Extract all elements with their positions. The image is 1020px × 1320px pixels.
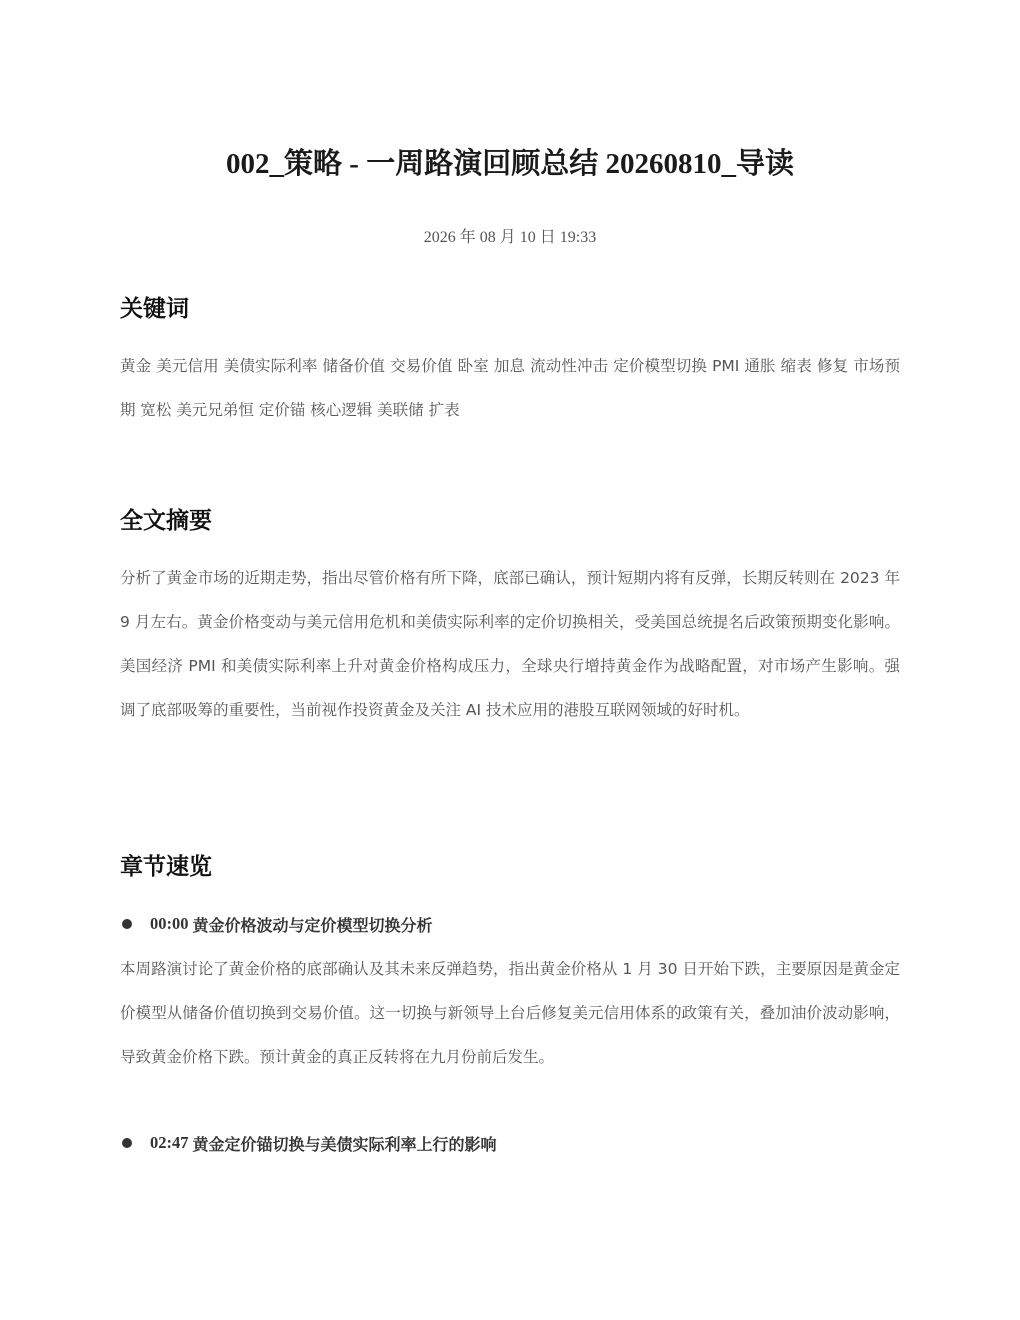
chapter-item-title <box>120 1128 900 1158</box>
chapter-summary-text: 本周路演讨论了黄金价格的底部确认及其未来反弹趋势，指出黄金价格从 1 月 30 日开始下跌，主要原因是黄金定价模型从储备价值切换到交易价值。这一切换与新领导上台后修复美元信用体系的政策有关，叠加油价波动影响，导致黄金价格下跌。预计黄金的真正反转将在九月份前后发生。 <box>120 960 900 1066</box>
keywords-heading: 关键词 <box>120 296 189 322</box>
summary-heading: 全文摘要 <box>120 508 212 534</box>
chapter-timestamp: 02:47 <box>150 1133 189 1152</box>
chapter-timestamp: 00:00 <box>150 914 189 933</box>
keywords-text: 黄金 美元信用 美债实际利率 储备价值 交易价值 卧室 加息 流动性冲击 定价模型切换 PMI 通胀 缩表 修复 市场预期 宽松 美元兄弟恒 定价锚 核心逻辑 美联储 扩表 <box>120 357 900 419</box>
bullet-dot-icon <box>122 1138 132 1148</box>
summary-text: 分析了黄金市场的近期走势，指出尽管价格有所下降，底部已确认，预计短期内将有反弹，长期反转则在 2023 年 9 月左右。黄金价格变动与美元信用危机和美债实际利率的定价切换相关，受美国总统提名后政策预期变化影响。美国经济 PMI 和美债实际利率上升对黄金价格构成压力，全球央行增持黄金作为战略配置，对市场产生影响。强调了底部吸筹的重要性，当前视作投资黄金及关注 AI 技术应用的港股互联网领域的好时机。 <box>120 569 900 719</box>
chapter-item-title <box>120 909 900 939</box>
bullet-dot-icon <box>122 919 132 929</box>
chapter-title: 黄金定价锚切换与美债实际利率上行的影响 <box>192 1134 497 1154</box>
document-date: 2026 年 08 月 10 日 19:33 <box>423 229 597 246</box>
chapters-heading: 章节速览 <box>120 854 212 880</box>
document-title: 002_策略 - 一周路演回顾总结 20260810_导读 <box>226 148 794 180</box>
chapter-title: 黄金价格波动与定价模型切换分析 <box>192 915 433 935</box>
